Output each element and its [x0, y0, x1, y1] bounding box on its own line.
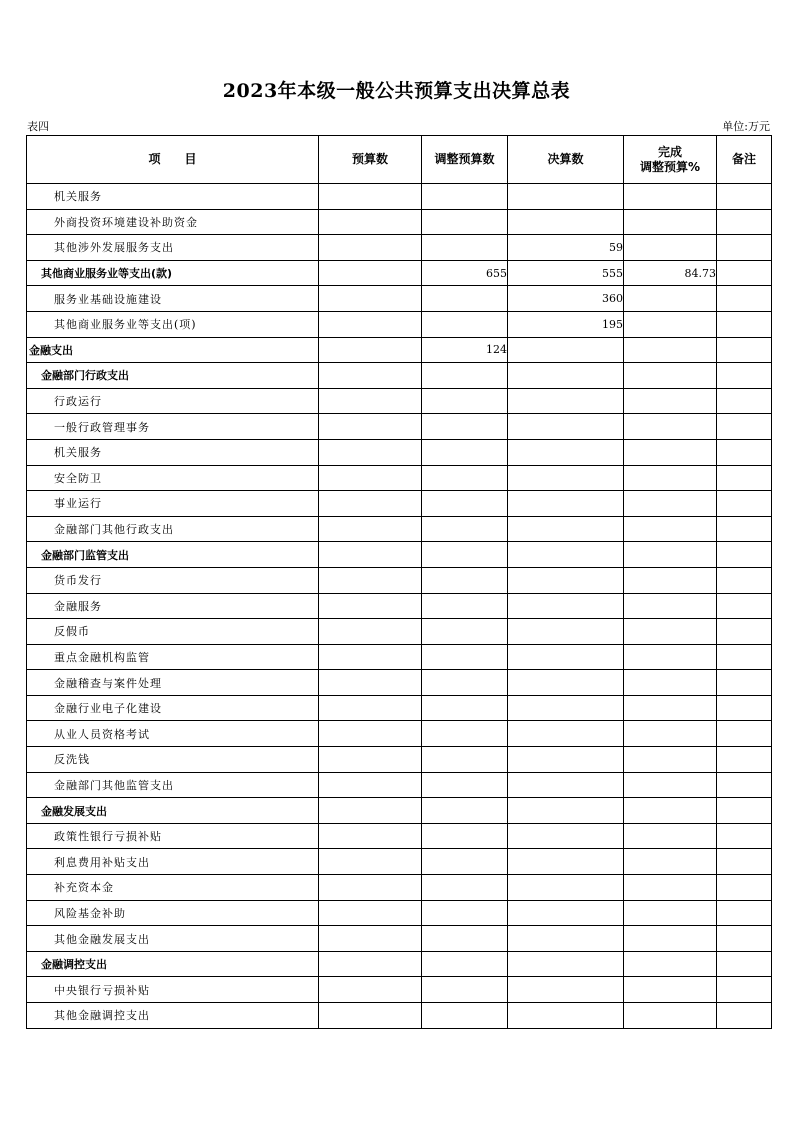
row-final-account [508, 414, 624, 440]
row-budget [319, 1003, 422, 1029]
table-row [27, 926, 772, 952]
table-row [27, 772, 772, 798]
header-remarks: 备注 [717, 136, 772, 184]
row-budget [319, 644, 422, 670]
row-budget [319, 619, 422, 645]
table-row [27, 977, 772, 1003]
row-final-account [508, 721, 624, 747]
row-final-account [508, 951, 624, 977]
row-final-account: 195 [508, 311, 624, 337]
row-adjusted-budget: 124 [422, 337, 508, 363]
row-name: 金融支出 [27, 337, 319, 363]
row-remark [717, 695, 772, 721]
row-completion [624, 1003, 717, 1029]
row-final-account [508, 184, 624, 210]
row-adjusted-budget [422, 772, 508, 798]
row-completion [624, 567, 717, 593]
row-remark [717, 900, 772, 926]
row-final-account [508, 644, 624, 670]
header-budget: 预算数 [319, 136, 422, 184]
row-adjusted-budget [422, 388, 508, 414]
row-adjusted-budget [422, 184, 508, 210]
row-adjusted-budget [422, 414, 508, 440]
row-remark [717, 184, 772, 210]
row-name: 一般行政管理事务 [27, 414, 319, 440]
row-final-account [508, 491, 624, 517]
row-adjusted-budget [422, 1003, 508, 1029]
row-adjusted-budget [422, 644, 508, 670]
row-final-account [508, 465, 624, 491]
row-remark [717, 567, 772, 593]
row-final-account [508, 772, 624, 798]
row-remark [717, 363, 772, 389]
table-row [27, 644, 772, 670]
row-budget [319, 875, 422, 901]
row-remark [717, 721, 772, 747]
row-budget [319, 260, 422, 286]
row-budget [319, 286, 422, 312]
row-final-account [508, 567, 624, 593]
row-name: 从业人员资格考试 [27, 721, 319, 747]
row-completion [624, 798, 717, 824]
row-final-account [508, 209, 624, 235]
row-name: 利息费用补贴支出 [27, 849, 319, 875]
row-adjusted-budget [422, 695, 508, 721]
row-final-account [508, 439, 624, 465]
row-adjusted-budget [422, 823, 508, 849]
page-title: 2023年本级一般公共预算支出决算总表 [222, 80, 571, 102]
row-budget [319, 235, 422, 261]
row-remark [717, 926, 772, 952]
row-remark [717, 670, 772, 696]
row-completion [624, 388, 717, 414]
row-budget [319, 542, 422, 568]
row-remark [717, 516, 772, 542]
row-adjusted-budget [422, 439, 508, 465]
row-name: 反假币 [27, 619, 319, 645]
row-budget [319, 593, 422, 619]
row-final-account [508, 363, 624, 389]
expenditure-table [26, 135, 772, 1029]
row-completion [624, 951, 717, 977]
row-final-account [508, 670, 624, 696]
row-budget [319, 311, 422, 337]
table-row [27, 593, 772, 619]
row-name: 其他商业服务业等支出(款) [27, 260, 319, 286]
row-final-account: 59 [508, 235, 624, 261]
table-row [27, 286, 772, 312]
row-name: 事业运行 [27, 491, 319, 517]
row-final-account [508, 875, 624, 901]
row-remark [717, 209, 772, 235]
row-budget [319, 900, 422, 926]
row-name: 补充资本金 [27, 875, 319, 901]
row-remark [717, 491, 772, 517]
row-adjusted-budget [422, 209, 508, 235]
header-row [27, 136, 772, 184]
row-adjusted-budget [422, 849, 508, 875]
row-completion [624, 644, 717, 670]
row-name: 金融服务 [27, 593, 319, 619]
row-adjusted-budget [422, 363, 508, 389]
row-budget [319, 414, 422, 440]
row-adjusted-budget: 655 [422, 260, 508, 286]
row-completion [624, 772, 717, 798]
row-budget [319, 388, 422, 414]
row-completion [624, 209, 717, 235]
header-completion-line1: 完成 [657, 144, 682, 159]
table-row [27, 619, 772, 645]
row-budget [319, 209, 422, 235]
row-completion [624, 235, 717, 261]
row-name: 金融部门其他行政支出 [27, 516, 319, 542]
row-remark [717, 542, 772, 568]
row-completion [624, 670, 717, 696]
row-final-account [508, 619, 624, 645]
row-adjusted-budget [422, 286, 508, 312]
table-row [27, 465, 772, 491]
row-remark [717, 465, 772, 491]
row-budget [319, 926, 422, 952]
row-name: 其他涉外发展服务支出 [27, 235, 319, 261]
row-name: 其他商业服务业等支出(项) [27, 311, 319, 337]
table-row [27, 951, 772, 977]
row-remark [717, 286, 772, 312]
row-name: 金融部门监管支出 [27, 542, 319, 568]
table-row [27, 209, 772, 235]
row-adjusted-budget [422, 977, 508, 1003]
table-row [27, 439, 772, 465]
row-remark [717, 747, 772, 773]
row-name: 金融发展支出 [27, 798, 319, 824]
row-remark [717, 414, 772, 440]
row-name: 金融行业电子化建设 [27, 695, 319, 721]
row-remark [717, 619, 772, 645]
row-completion [624, 542, 717, 568]
row-completion [624, 363, 717, 389]
table-row [27, 542, 772, 568]
table-row [27, 337, 772, 363]
table-row [27, 414, 772, 440]
row-completion [624, 747, 717, 773]
row-adjusted-budget [422, 875, 508, 901]
row-completion [624, 849, 717, 875]
row-adjusted-budget [422, 567, 508, 593]
row-name: 行政运行 [27, 388, 319, 414]
row-completion [624, 721, 717, 747]
row-name: 金融部门行政支出 [27, 363, 319, 389]
table-row [27, 311, 772, 337]
row-final-account [508, 542, 624, 568]
row-final-account [508, 900, 624, 926]
row-remark [717, 875, 772, 901]
row-budget [319, 337, 422, 363]
row-name: 其他金融发展支出 [27, 926, 319, 952]
row-budget [319, 670, 422, 696]
row-final-account [508, 388, 624, 414]
row-completion [624, 311, 717, 337]
row-budget [319, 721, 422, 747]
row-completion [624, 926, 717, 952]
row-remark [717, 337, 772, 363]
row-name: 其他金融调控支出 [27, 1003, 319, 1029]
row-remark [717, 235, 772, 261]
row-budget [319, 951, 422, 977]
row-completion [624, 337, 717, 363]
row-adjusted-budget [422, 721, 508, 747]
table-row [27, 363, 772, 389]
row-name: 安全防卫 [27, 465, 319, 491]
table-row [27, 260, 772, 286]
table-row [27, 516, 772, 542]
header-completion [624, 136, 717, 184]
row-completion [624, 900, 717, 926]
row-final-account: 360 [508, 286, 624, 312]
row-remark [717, 772, 772, 798]
row-name: 金融调控支出 [27, 951, 319, 977]
row-remark [717, 823, 772, 849]
row-adjusted-budget [422, 235, 508, 261]
row-budget [319, 977, 422, 1003]
row-budget [319, 363, 422, 389]
row-completion [624, 414, 717, 440]
row-final-account [508, 695, 624, 721]
row-final-account [508, 593, 624, 619]
row-final-account [508, 849, 624, 875]
row-budget [319, 567, 422, 593]
table-label: 表四 [27, 120, 49, 133]
table-row [27, 798, 772, 824]
row-adjusted-budget [422, 951, 508, 977]
row-final-account [508, 1003, 624, 1029]
table-row [27, 235, 772, 261]
table-body [27, 184, 772, 1029]
table-row [27, 695, 772, 721]
row-final-account [508, 516, 624, 542]
row-final-account [508, 977, 624, 1003]
table-row [27, 900, 772, 926]
row-completion: 84.73 [624, 260, 717, 286]
row-remark [717, 388, 772, 414]
row-name: 反洗钱 [27, 747, 319, 773]
table-row [27, 491, 772, 517]
row-final-account [508, 798, 624, 824]
row-adjusted-budget [422, 619, 508, 645]
table-row [27, 823, 772, 849]
row-completion [624, 823, 717, 849]
row-completion [624, 491, 717, 517]
row-name: 金融稽查与案件处理 [27, 670, 319, 696]
row-budget [319, 695, 422, 721]
table-row [27, 184, 772, 210]
row-adjusted-budget [422, 542, 508, 568]
row-name: 重点金融机构监管 [27, 644, 319, 670]
row-remark [717, 1003, 772, 1029]
row-remark [717, 439, 772, 465]
row-budget [319, 747, 422, 773]
row-name: 机关服务 [27, 184, 319, 210]
row-completion [624, 619, 717, 645]
row-final-account [508, 926, 624, 952]
row-remark [717, 593, 772, 619]
row-budget [319, 439, 422, 465]
table-row [27, 747, 772, 773]
header-completion-line2: 调整预算% [639, 159, 701, 174]
header-adjusted-budget: 调整预算数 [422, 136, 508, 184]
row-budget [319, 516, 422, 542]
row-budget [319, 184, 422, 210]
row-adjusted-budget [422, 465, 508, 491]
row-completion [624, 439, 717, 465]
row-name: 金融部门其他监管支出 [27, 772, 319, 798]
row-final-account [508, 747, 624, 773]
row-completion [624, 593, 717, 619]
row-completion [624, 286, 717, 312]
row-remark [717, 644, 772, 670]
row-remark [717, 977, 772, 1003]
row-name: 中央银行亏损补贴 [27, 977, 319, 1003]
row-completion [624, 465, 717, 491]
row-completion [624, 977, 717, 1003]
row-adjusted-budget [422, 926, 508, 952]
row-name: 风险基金补助 [27, 900, 319, 926]
row-completion [624, 516, 717, 542]
row-remark [717, 798, 772, 824]
row-budget [319, 849, 422, 875]
row-budget [319, 491, 422, 517]
row-name: 政策性银行亏损补贴 [27, 823, 319, 849]
row-adjusted-budget [422, 311, 508, 337]
row-adjusted-budget [422, 491, 508, 517]
row-final-account [508, 823, 624, 849]
header-item: 项 目 [27, 136, 319, 184]
row-name: 外商投资环境建设补助资金 [27, 209, 319, 235]
row-remark [717, 951, 772, 977]
table-row [27, 721, 772, 747]
table-row [27, 388, 772, 414]
row-completion [624, 695, 717, 721]
row-budget [319, 465, 422, 491]
row-completion [624, 184, 717, 210]
row-adjusted-budget [422, 798, 508, 824]
table-row [27, 1003, 772, 1029]
row-budget [319, 798, 422, 824]
row-adjusted-budget [422, 593, 508, 619]
row-completion [624, 875, 717, 901]
table-row [27, 849, 772, 875]
row-final-account [508, 337, 624, 363]
row-remark [717, 311, 772, 337]
row-adjusted-budget [422, 516, 508, 542]
row-remark [717, 849, 772, 875]
row-final-account: 555 [508, 260, 624, 286]
header-final-account: 决算数 [508, 136, 624, 184]
row-budget [319, 772, 422, 798]
table-row [27, 875, 772, 901]
row-adjusted-budget [422, 747, 508, 773]
row-adjusted-budget [422, 900, 508, 926]
row-remark [717, 260, 772, 286]
row-name: 机关服务 [27, 439, 319, 465]
row-budget [319, 823, 422, 849]
row-adjusted-budget [422, 670, 508, 696]
row-name: 货币发行 [27, 567, 319, 593]
row-name: 服务业基础设施建设 [27, 286, 319, 312]
table-row [27, 567, 772, 593]
unit-label: 单位:万元 [722, 120, 770, 133]
table-row [27, 670, 772, 696]
